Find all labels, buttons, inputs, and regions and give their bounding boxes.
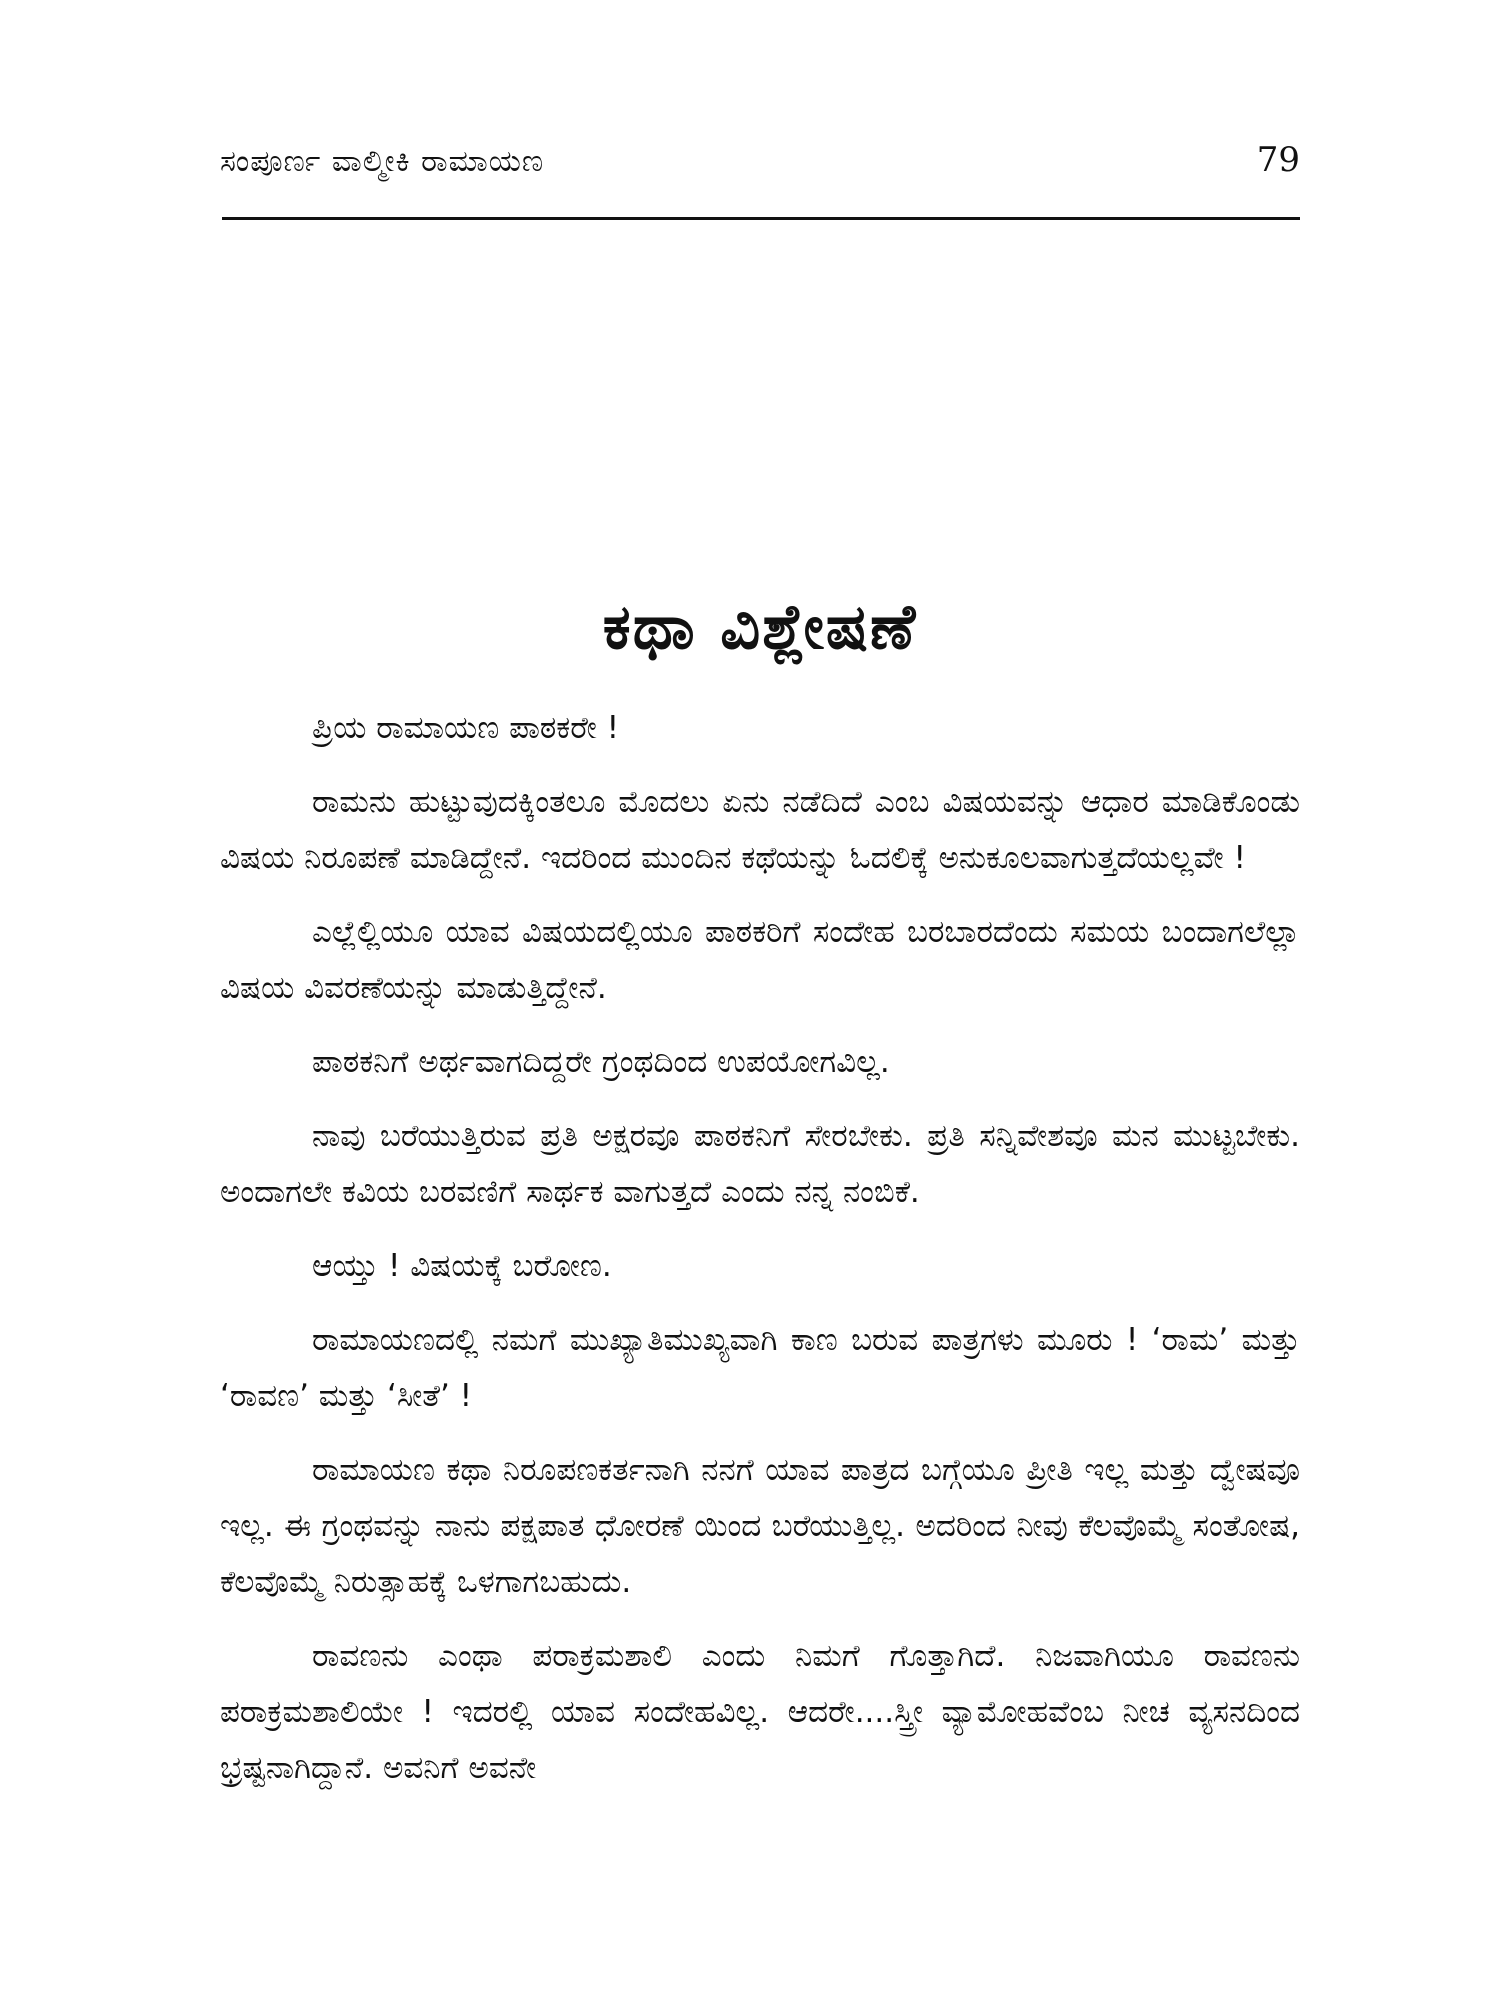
paragraph: ರಾವಣನು ಎಂಥಾ ಪರಾಕ್ರಮಶಾಲಿ ಎಂದು ನಿಮಗೆ ಗೊತ್ತಾಗಿದೆ. ನಿಜವಾಗಿಯೂ ರಾವಣನು ಪರಾಕ್ರಮಶಾಲಿಯೇ ! ಇದರಲ್ಲಿ ಯಾವ ಸಂದೇಹವಿಲ್ಲ. ಆದರೇ....ಸ್ತ್ರೀ ವ್ಯಾಮೋಹವೆಂಬ ನೀಚ ವ್ಯಸನದಿಂದ ಭ್ರಷ್ಟನಾಗಿದ್ದಾನೆ. ಅವನಿಗೆ ಅವನೇ — [220, 1638, 1300, 1786]
paragraph: ಆಯ್ತು ! ವಿಷಯಕ್ಕೆ ಬರೋಣ. — [312, 1248, 612, 1284]
paragraph: ರಾಮಾಯಣದಲ್ಲಿ ನಮಗೆ ಮುಖ್ಯಾತಿಮುಖ್ಯವಾಗಿ ಕಾಣ ಬರುವ ಪಾತ್ರಗಳು ಮೂರು ! ‘ರಾಮ’ ಮತ್ತು ‘ರಾವಣ’ ಮತ್ತು ‘ಸೀತೆ’ ! — [220, 1322, 1300, 1414]
paragraph: ಎಲ್ಲೆಲ್ಲಿಯೂ ಯಾವ ವಿಷಯದಲ್ಲಿಯೂ ಪಾಠಕರಿಗೆ ಸಂದೇಹ ಬರಬಾರದೆಂದು ಸಮಯ ಬಂದಾಗಲೆಲ್ಲಾ ವಿಷಯ ವಿವರಣೆಯನ್ನು ಮಾಡುತ್ತಿದ್ದೇನೆ. — [220, 914, 1300, 1006]
page-header — [220, 140, 1300, 190]
paragraph: ಪಾಠಕನಿಗೆ ಅರ್ಥವಾಗದಿದ್ದರೇ ಗ್ರಂಥದಿಂದ ಉಪಯೋಗವಿಲ್ಲ. — [312, 1044, 890, 1080]
paragraph: ನಾವು ಬರೆಯುತ್ತಿರುವ ಪ್ರತಿ ಅಕ್ಷರವೂ ಪಾಠಕನಿಗೆ ಸೇರಬೇಕು. ಪ್ರತಿ ಸನ್ನಿವೇಶವೂ ಮನ ಮುಟ್ಟಬೇಕು. ಅಂದಾಗಲೇ ಕವಿಯ ಬರವಣಿಗೆ ಸಾರ್ಥಕ ವಾಗುತ್ತದೆ ಎಂದು ನನ್ನ ನಂಬಿಕೆ. — [220, 1118, 1300, 1210]
paragraph: ರಾಮಾಯಣ ಕಥಾ ನಿರೂಪಣಕರ್ತನಾಗಿ ನನಗೆ ಯಾವ ಪಾತ್ರದ ಬಗ್ಗೆಯೂ ಪ್ರೀತಿ ಇಲ್ಲ ಮತ್ತು ದ್ವೇಷವೂ ಇಲ್ಲ. ಈ ಗ್ರಂಥವನ್ನು ನಾನು ಪಕ್ಷಪಾತ ಧೋರಣೆ ಯಿಂದ ಬರೆಯುತ್ತಿಲ್ಲ. ಅದರಿಂದ ನೀವು ಕೆಲವೊಮ್ಮೆ ಸಂತೋಷ, ಕೆಲವೊಮ್ಮೆ ನಿರುತ್ಸಾಹಕ್ಕೆ ಒಳಗಾಗಬಹುದು. — [220, 1452, 1300, 1600]
paragraph: ಪ್ರಿಯ ರಾಮಾಯಣ ಪಾಠಕರೇ ! — [312, 710, 620, 746]
body-text — [220, 700, 1300, 1814]
page-number: 79 — [1256, 140, 1300, 180]
running-title: ಸಂಪೂರ್ಣ ವಾಲ್ಮೀಕಿ ರಾಮಾಯಣ — [220, 144, 545, 179]
header-rule — [222, 217, 1300, 220]
paragraph: ರಾಮನು ಹುಟ್ಟುವುದಕ್ಕಿಂತಲೂ ಮೊದಲು ಏನು ನಡೆದಿದೆ ಎಂಬ ವಿಷಯವನ್ನು ಆಧಾರ ಮಾಡಿಕೊಂಡು ವಿಷಯ ನಿರೂಪಣೆ ಮಾಡಿದ್ದೇನೆ. ಇದರಿಂದ ಮುಂದಿನ ಕಥೆಯನ್ನು ಓದಲಿಕ್ಕೆ ಅನುಕೂಲವಾಗುತ್ತದೆಯಲ್ಲವೇ ! — [220, 784, 1300, 876]
chapter-title: ಕಥಾ ವಿಶ್ಲೇಷಣೆ — [602, 590, 918, 663]
